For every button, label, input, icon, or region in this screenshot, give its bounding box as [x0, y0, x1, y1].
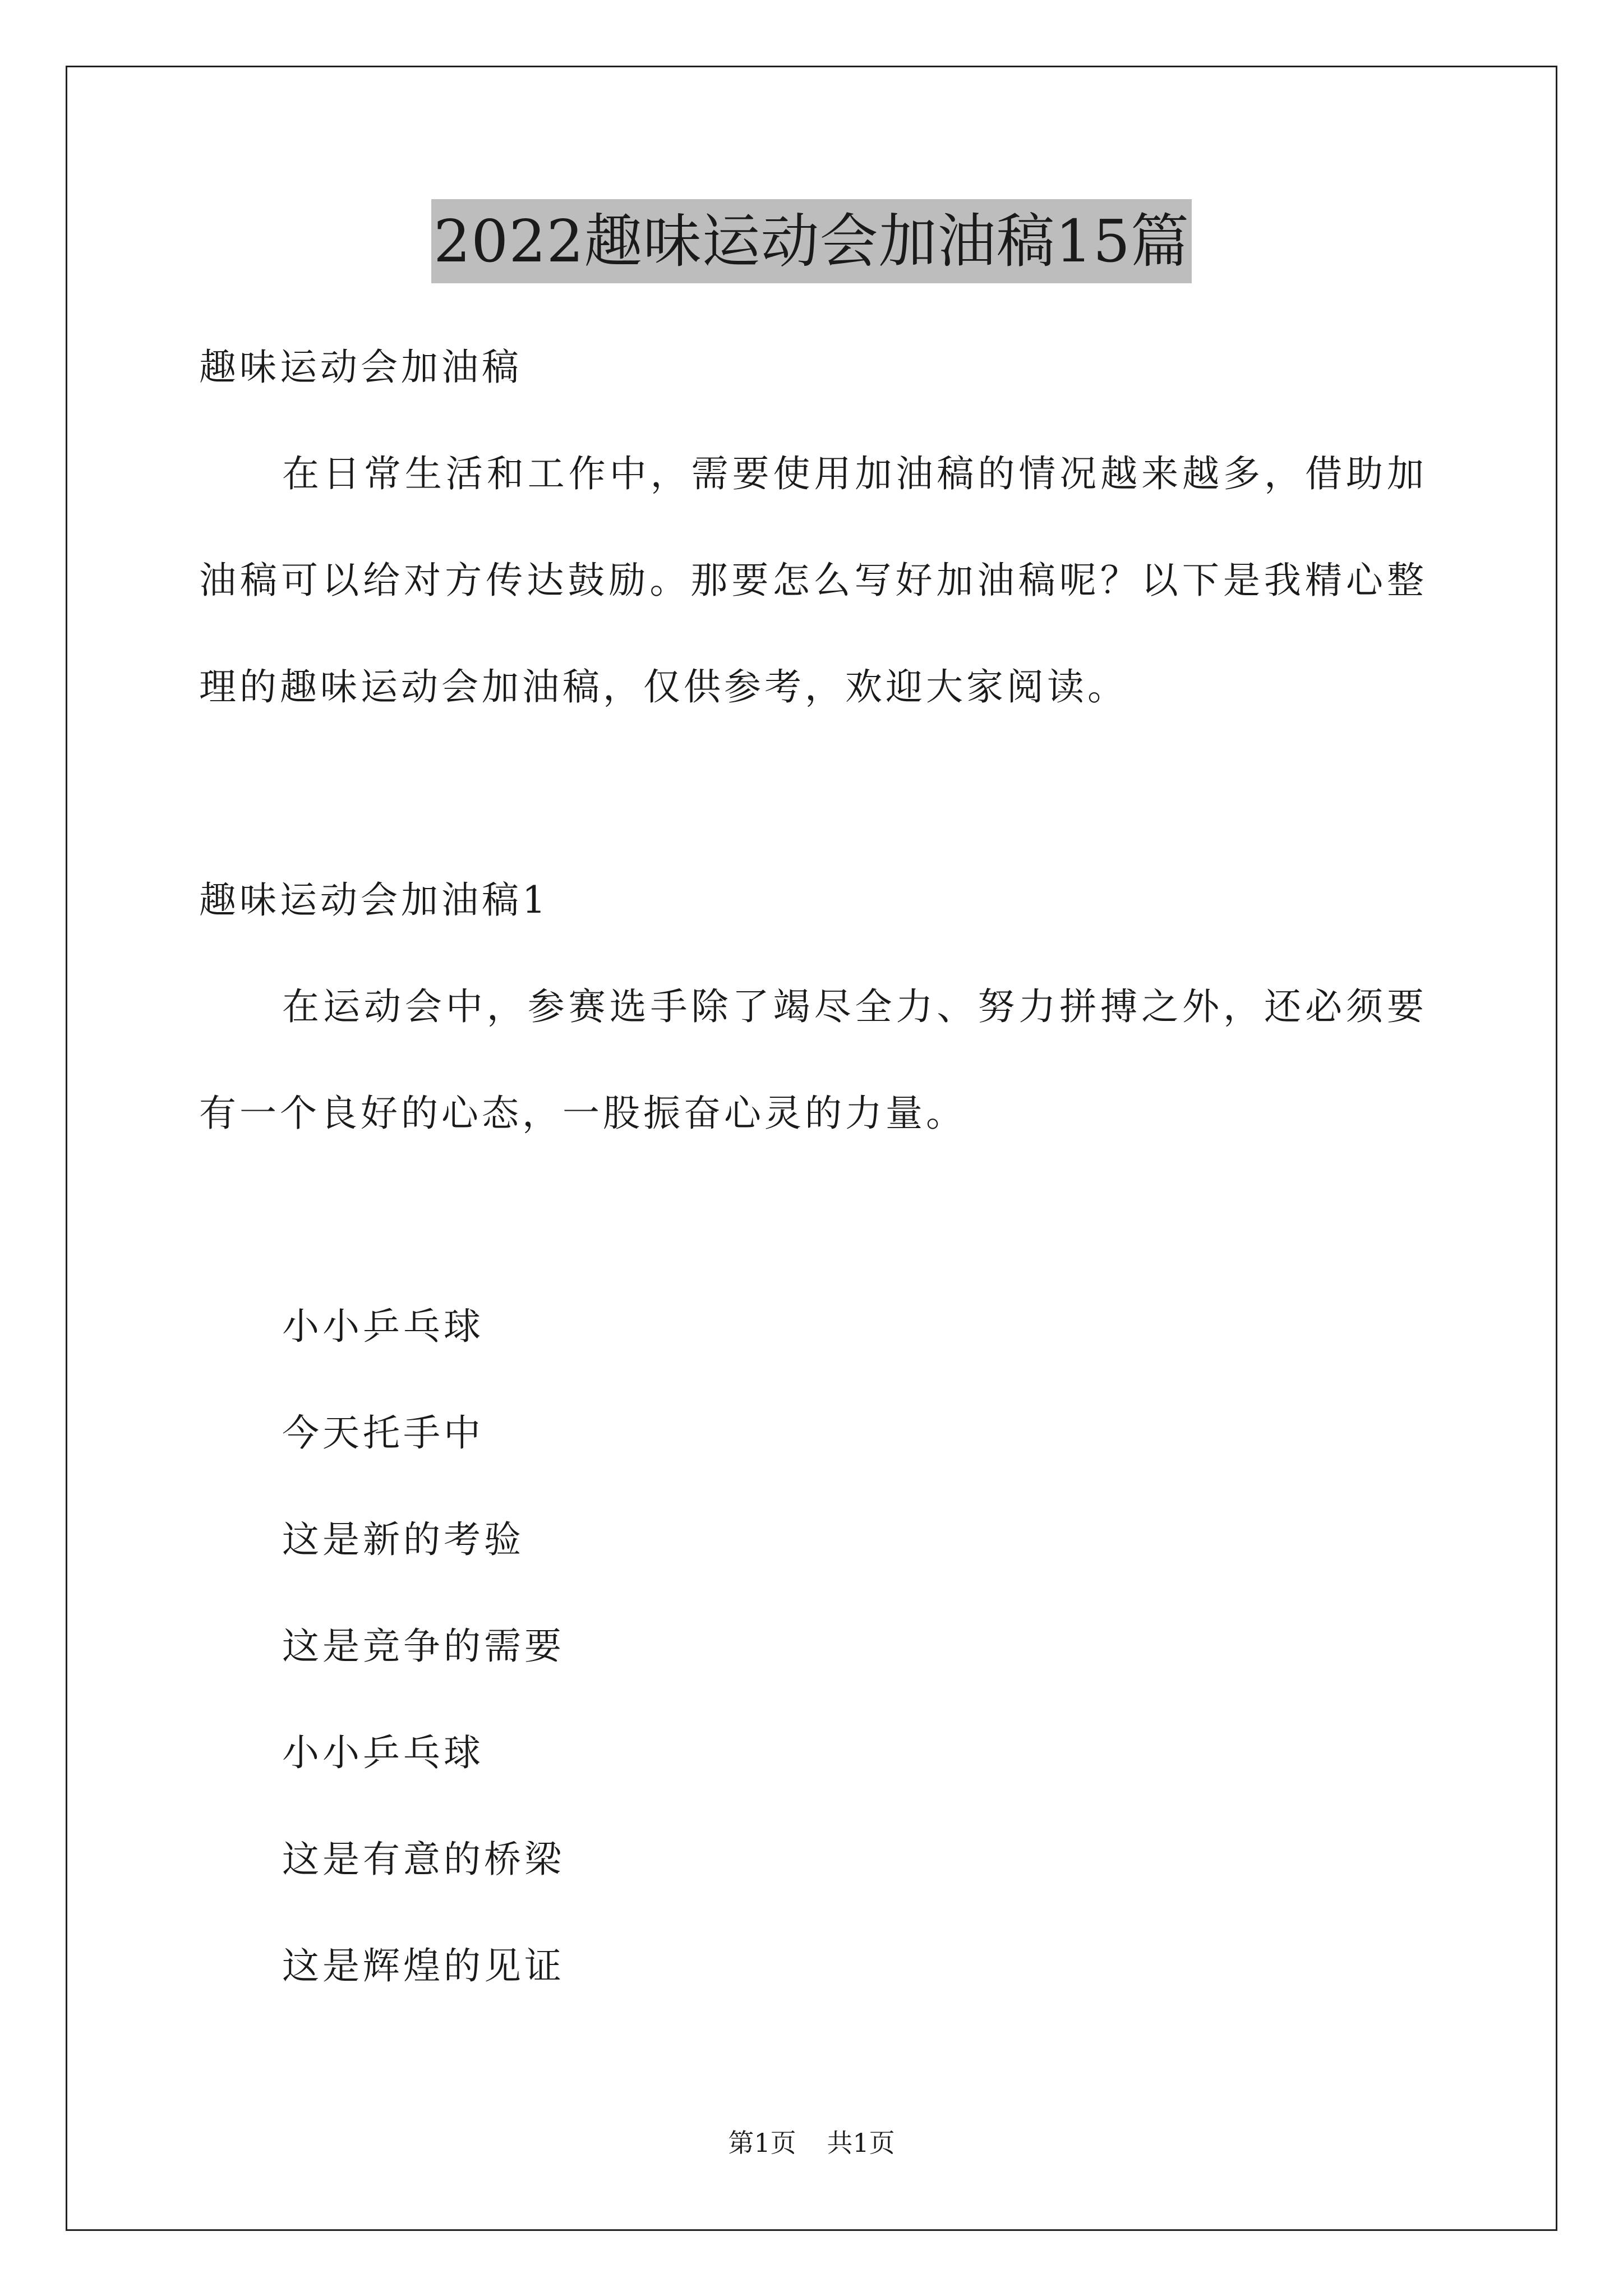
paragraph-line: 油稿可以给对方传达鼓励。那要怎么写好加油稿呢？以下是我精心整	[199, 559, 1427, 602]
section-heading: 趣味运动会加油稿	[199, 346, 522, 389]
page-number-current: 第1页	[728, 2128, 796, 2158]
document-title: 2022趣味运动会加油稿15篇	[431, 199, 1192, 283]
title-container	[0, 199, 1623, 283]
poem-line: 这是新的考验	[282, 1518, 524, 1561]
poem-line: 这是辉煌的见证	[282, 1944, 565, 1987]
poem-line: 这是竞争的需要	[282, 1625, 565, 1668]
paragraph-line: 理的趣味运动会加油稿，仅供参考，欢迎大家阅读。	[199, 665, 1128, 708]
paragraph-line: 在日常生活和工作中，需要使用加油稿的情况越来越多，借助加	[282, 452, 1427, 495]
blank-line	[199, 740, 1427, 847]
document-body	[199, 314, 1427, 2019]
poem-line: 小小乒乓球	[282, 1305, 484, 1348]
poem-line: 今天托手中	[282, 1411, 484, 1455]
poem-line: 小小乒乓球	[282, 1731, 484, 1774]
poem-line: 这是有意的桥梁	[282, 1838, 565, 1881]
paragraph-line: 有一个良好的心态，一股振奋心灵的力量。	[199, 1092, 966, 1135]
page-number-total: 共1页	[827, 2128, 895, 2158]
page-footer	[0, 2126, 1623, 2160]
paragraph-line: 在运动会中，参赛选手除了竭尽全力、努力拼搏之外，还必须要	[282, 985, 1427, 1028]
blank-line	[199, 1167, 1427, 1273]
section-heading: 趣味运动会加油稿1	[199, 878, 549, 922]
